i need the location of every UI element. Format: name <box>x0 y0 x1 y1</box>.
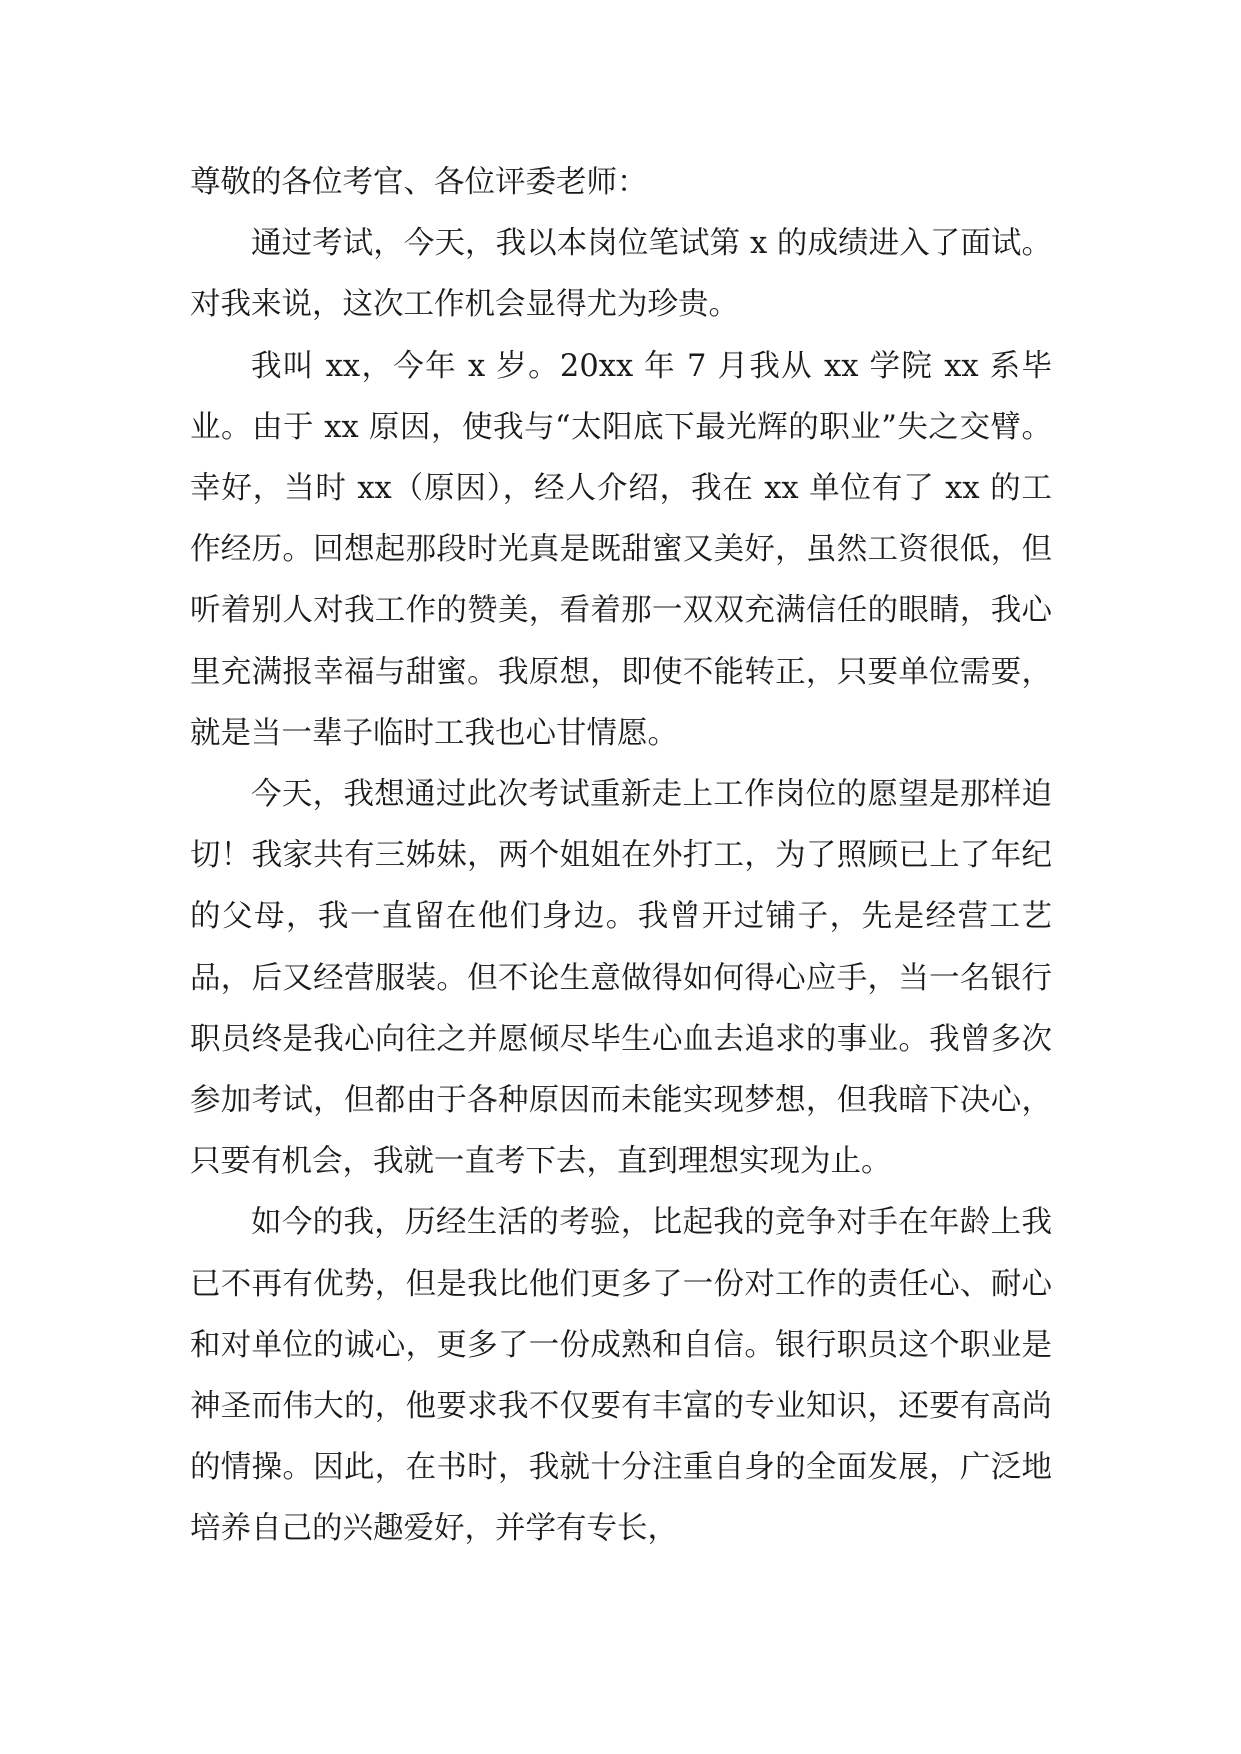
paragraph-1: 通过考试，今天，我以本岗位笔试第 x 的成绩进入了面试。对我来说，这次工作机会显得尤为珍贵。 <box>190 226 1052 323</box>
paragraph-3: 今天，我想通过此次考试重新走上工作岗位的愿望是那样迫切！我家共有三姊妹，两个姐姐在外打工，为了照顾已上了年纪的父母，我一直留在他们身边。我曾开过铺子，先是经营工艺品，后又经营服装。但不论生意做得如何得心应手，当一名银行职员终是我心向往之并愿倾尽毕生心血去追求的事业。我曾多次参加考试，但都由于各种原因而未能实现梦想，但我暗下决心，只要有机会，我就一直考下去，直到理想实现为止。 <box>190 777 1052 1180</box>
paragraph-2: 我叫 xx，今年 x 岁。20xx 年 7 月我从 xx 学院 xx 系毕业。由于 xx 原因，使我与“太阳底下最光辉的职业”失之交臂。幸好，当时 xx（原因），经人介绍，我在 xx 单位有了 xx 的工作经历。回想起那段时光真是既甜蜜又美好，虽然工资很低，但听着别人对我工作的赞美，看着那一双双充满信任的眼睛，我心里充满报幸福与甜蜜。我原想，即使不能转正，只要单位需要，就是当一辈子临时工我也心甘情愿。 <box>190 348 1052 751</box>
paragraph-4: 如今的我，历经生活的考验，比起我的竞争对手在年龄上我已不再有优势，但是我比他们更多了一份对工作的责任心、耐心和对单位的诚心，更多了一份成熟和自信。银行职员这个职业是神圣而伟大的，他要求我不仅要有丰富的专业知识，还要有高尚的情操。因此，在书时，我就十分注重自身的全面发展，广泛地培养自己的兴趣爱好，并学有专长， <box>190 1205 1052 1547</box>
salutation: 尊敬的各位考官、各位评委老师： <box>190 165 648 200</box>
document-body <box>190 152 1052 1560</box>
